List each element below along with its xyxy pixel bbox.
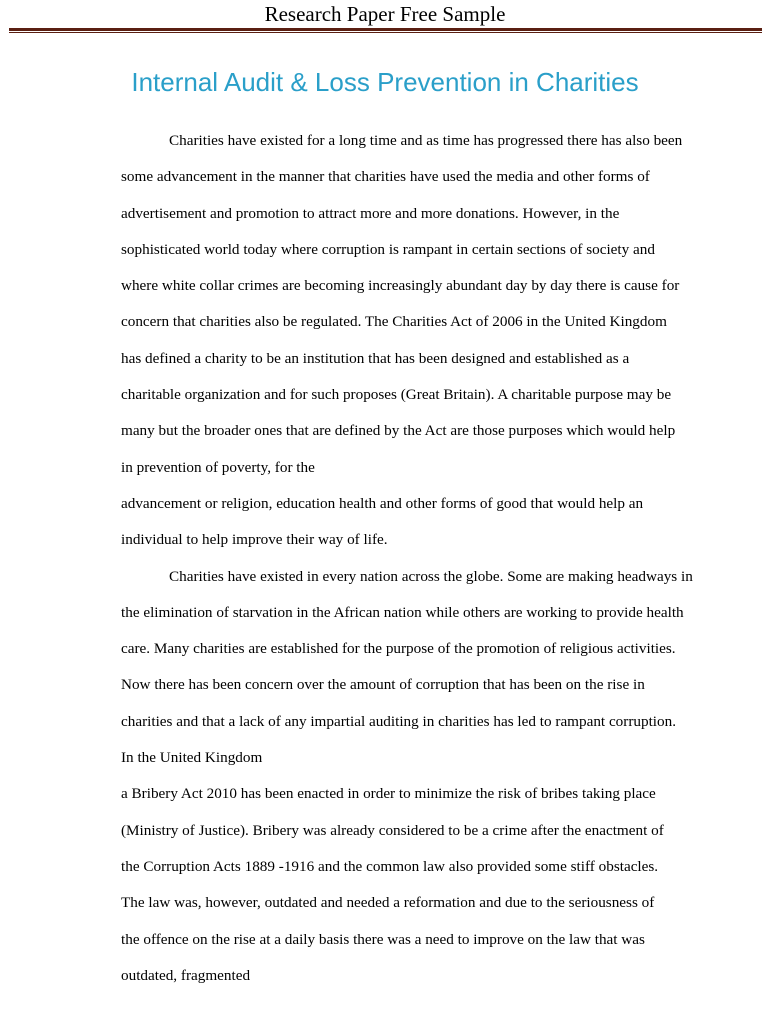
body-line: (Ministry of Justice). Bribery was already considered to be a crime after the enactment of xyxy=(121,821,664,839)
page-header xyxy=(0,0,762,34)
body-line: the Corruption Acts 1889 -1916 and the common law also provided some stiff obstacles. xyxy=(121,857,659,875)
body-line: concern that charities also be regulated. The Charities Act of 2006 in the United Kingdom xyxy=(121,313,667,331)
body-line: Now there has been concern over the amount of corruption that has been on the rise in xyxy=(121,676,645,694)
body-line: a Bribery Act 2010 has been enacted in order to minimize the risk of bribes taking place xyxy=(121,785,656,803)
document-body xyxy=(121,128,741,999)
body-line: In the United Kingdom xyxy=(121,749,263,767)
body-line: sophisticated world today where corruption is rampant in certain sections of society and xyxy=(121,240,655,258)
body-line: in prevention of poverty, for the xyxy=(121,458,315,476)
body-line: charities and that a lack of any impartial auditing in charities has led to rampant corruption. xyxy=(121,712,677,730)
body-line: the elimination of starvation in the African nation while others are working to provide health xyxy=(121,603,684,621)
document-title: Internal Audit & Loss Prevention in Charities xyxy=(131,67,639,97)
body-line: charitable organization and for such proposes (Great Britain). A charitable purpose may be xyxy=(121,386,672,404)
header-rule-thick xyxy=(9,28,762,31)
body-line: Charities have existed for a long time and as time has progressed there has also been xyxy=(169,132,683,149)
body-line: has defined a charity to be an institution that has been designed and established as a xyxy=(121,349,630,367)
body-line: advertisement and promotion to attract more and more donations. However, in the xyxy=(121,204,620,222)
body-line: where white collar crimes are becoming increasingly abundant day by day there is cause for xyxy=(121,277,680,295)
body-line: outdated, fragmented xyxy=(121,966,251,984)
body-line: many but the broader ones that are defined by the Act are those purposes which would help xyxy=(121,422,676,440)
body-line: individual to help improve their way of life. xyxy=(121,531,388,549)
body-line: The law was, however, outdated and needed a reformation and due to the seriousness of xyxy=(121,894,655,912)
body-line: Charities have existed in every nation across the globe. Some are making headways in xyxy=(169,567,693,585)
body-line: care. Many charities are established for the purpose of the promotion of religious activities. xyxy=(121,640,676,658)
body-line: the offence on the rise at a daily basis there was a need to improve on the law that was xyxy=(121,930,645,948)
header-title: Research Paper Free Sample xyxy=(264,2,506,26)
body-line: some advancement in the manner that charities have used the media and other forms of xyxy=(121,168,650,186)
body-line: advancement or religion, education health and other forms of good that would help an xyxy=(121,494,644,512)
header-rule-thin xyxy=(9,32,762,33)
